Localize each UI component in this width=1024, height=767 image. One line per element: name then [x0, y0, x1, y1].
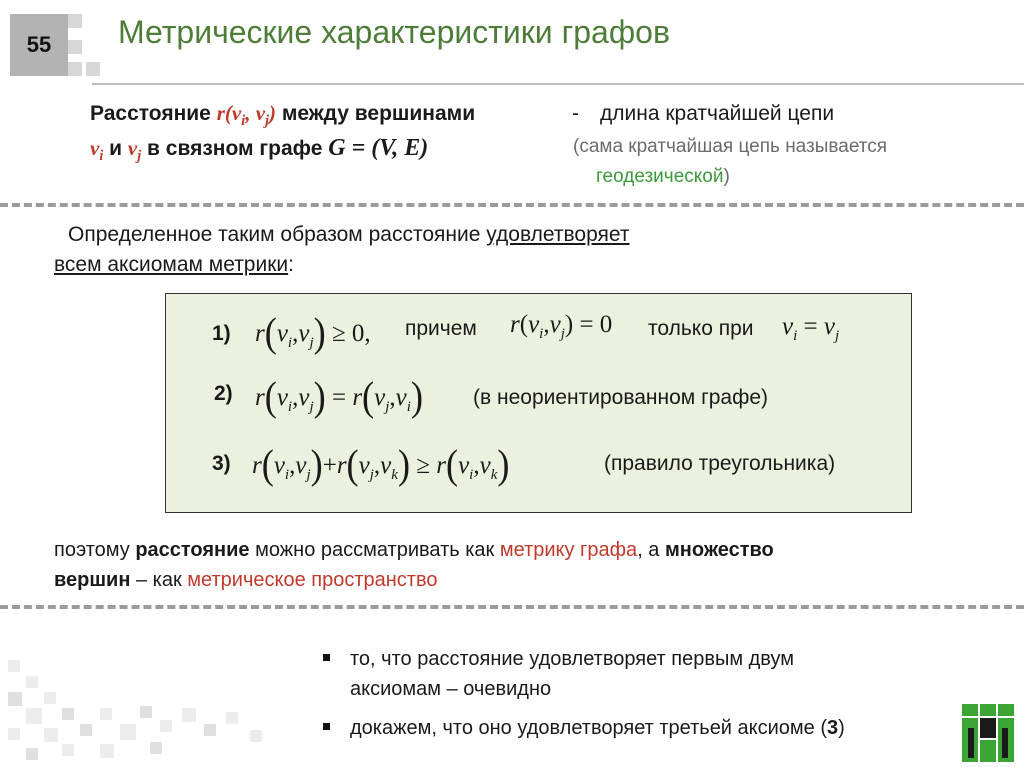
intro-line-2: [54, 254, 294, 275]
slide-title: Метрические характеристики графов: [118, 14, 670, 50]
geodesic-term: геодезической: [596, 166, 724, 187]
definition-line-1: [90, 103, 475, 128]
bullet-marker: [323, 723, 330, 730]
separator-bottom: [0, 605, 1024, 609]
axiom-2-formula: $r(v_i,v_j) = r(v_j,v_i)$: [255, 372, 424, 419]
vertex-vj: $v_j$: [127, 136, 142, 165]
deco-square: [250, 730, 262, 742]
deco-square: [160, 720, 172, 732]
deco-square: [8, 660, 20, 672]
deco-square: [62, 744, 74, 756]
axiom-1-number: 1): [212, 322, 231, 345]
deco-square: [204, 724, 216, 736]
axiom-2-number: 2): [214, 382, 233, 405]
bullet-2-close: ): [838, 717, 845, 739]
axiom-1-condition: $v_i = v_j$: [782, 313, 840, 344]
conclusion-set: множество: [664, 539, 774, 561]
intro-underlined: удовлетворяет: [486, 223, 630, 246]
deco-square: [182, 708, 196, 722]
header-decor-square: [86, 62, 100, 76]
deco-square: [44, 728, 58, 742]
axiom-1-only-when: только при: [648, 317, 754, 340]
distance-symbol: $r(v_i$, $v_j$): [216, 101, 276, 130]
separator-top: [0, 203, 1024, 207]
axiom-1-pricem: причем: [405, 317, 477, 340]
deco-square: [62, 708, 74, 720]
axiom-3-number: 3): [212, 452, 231, 475]
axiom-3-formula: $r(v_i,v_j)+r(v_j,v_k) \ge r(v_i,v_k)$: [252, 440, 510, 487]
header-decor-square: [68, 40, 82, 54]
slide-number: 55: [10, 14, 68, 76]
conclusion-text-2: можно рассматривать как: [249, 539, 500, 561]
deco-square: [150, 742, 162, 754]
conclusion-graph-metric: метрику графа: [499, 539, 638, 561]
deco-square: [100, 708, 112, 720]
conclusion-metric-space: метрическое пространство: [187, 569, 438, 591]
definition-between: между вершинами: [281, 102, 476, 125]
deco-square: [140, 706, 152, 718]
deco-square: [80, 724, 92, 736]
header-decor-square: [68, 14, 82, 28]
geodesic-note-line-2: [596, 167, 730, 186]
deco-square: [8, 728, 20, 740]
bullet-1-line-2: аксиомам – очевидно: [350, 678, 552, 700]
deco-square: [26, 748, 38, 760]
conclusion-vertices: вершин: [54, 569, 131, 591]
bullet-2-axiom-number: 3: [827, 717, 839, 739]
deco-square: [26, 708, 42, 724]
geodesic-note-line-1: (сама кратчайшая цепь называется: [573, 136, 888, 157]
intro-colon: :: [288, 253, 294, 276]
intro-line-1: [68, 224, 630, 245]
bullet-2-text: докажем, что оно удовлетворяет третьей аксиоме (: [350, 717, 828, 739]
definition-in-graph: в связном графе: [147, 137, 323, 160]
geodesic-note-close: ): [723, 166, 730, 187]
bullet-2-line-1: [350, 718, 845, 738]
conclusion-line-2: [54, 570, 437, 590]
definition-term: Расстояние: [90, 102, 211, 125]
conclusion-text-4: – как: [130, 569, 188, 591]
header-rule: [92, 83, 1024, 85]
axiom-1-formula: $r(v_i,v_j) \ge 0$,: [255, 308, 371, 355]
deco-square: [226, 712, 238, 724]
definition-dash: -: [572, 102, 579, 125]
axiom-3-note: (правило треугольника): [604, 452, 836, 475]
deco-square: [8, 692, 22, 706]
conclusion-text-3: , а: [637, 539, 665, 561]
vertex-vi: $v_i$: [90, 136, 104, 165]
intro-axioms: всем аксиомам метрики: [54, 253, 289, 276]
deco-square: [100, 744, 114, 758]
axiom-2-note: (в неориентированном графе): [473, 386, 769, 409]
definition-line-2: [90, 136, 428, 163]
definition-meaning: длина кратчайшей цепи: [600, 102, 835, 125]
intro-text: Определенное таким образом расстояние: [68, 223, 487, 246]
bullet-1-line-1: то, что расстояние удовлетворяет первым двум: [350, 648, 795, 670]
definition-and: и: [109, 137, 123, 160]
deco-square: [44, 692, 56, 704]
conclusion-distance: расстояние: [135, 539, 250, 561]
header-decor-square: [68, 62, 82, 76]
deco-square: [26, 676, 38, 688]
graph-expression: G = (V, E): [328, 135, 429, 161]
university-logo-icon: [962, 704, 1014, 762]
axiom-1-zero-formula: $r(v_i,v_j) = 0$: [510, 311, 613, 342]
conclusion-line-1: [54, 540, 774, 560]
deco-square: [120, 724, 136, 740]
bullet-marker: [323, 654, 330, 661]
conclusion-text-1: поэтому: [54, 539, 136, 561]
